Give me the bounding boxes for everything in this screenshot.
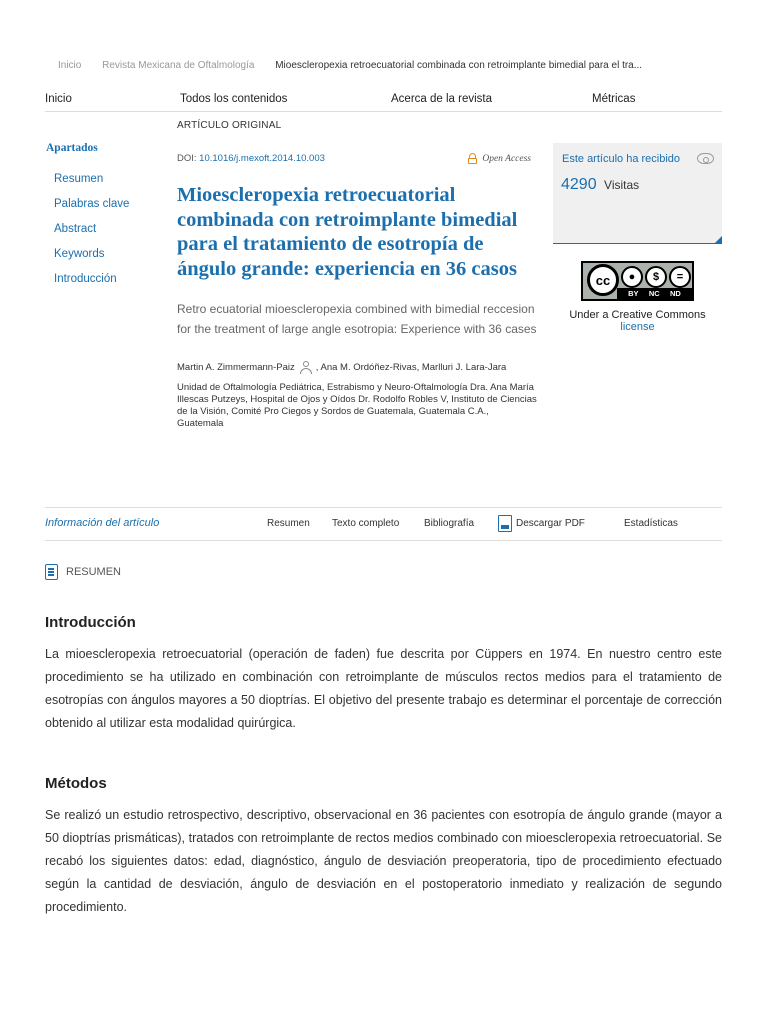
tab-bibliografia[interactable]: Bibliografía <box>424 518 475 529</box>
author-corresponding[interactable]: Martin A. Zimmermann-Paiz <box>177 362 295 373</box>
doi-link[interactable]: 10.1016/j.mexoft.2014.10.003 <box>199 153 325 164</box>
open-access-badge <box>468 153 531 164</box>
attribution-icon: ● <box>621 266 643 288</box>
resumen-heading <box>45 564 121 580</box>
section-text: Se realizó un estudio retrospectivo, descriptivo, observacional en 36 pacientes con esotropía de ángulo grande (mayor a 50 dioptrías prismáticas), tratados con retroimplante de rectos medios combinado con mioescleropexia retroecuatorial. Se recabó los siguientes datos: edad, diagnóstico, ángulo de desviación preoperatoria, tipo de procedimiento efectuado según la cantidad de desviación, ángulo de desviación en el postoperatorio inmediato y realización de segundo procedimiento. <box>45 808 722 914</box>
breadcrumb-home[interactable]: Inicio <box>58 60 82 71</box>
cc-term-by: BY <box>628 289 639 298</box>
sidebar-title: Apartados <box>46 142 98 154</box>
sidebar-item-palabras-clave[interactable]: Palabras clave <box>54 197 130 210</box>
cc-term-nc: NC <box>648 289 660 298</box>
top-nav <box>45 90 722 112</box>
resumen-label: RESUMEN <box>66 566 122 578</box>
visits-count <box>561 176 639 194</box>
tab-informacion-del-articulo[interactable]: Información del artículo <box>45 517 160 529</box>
section-heading: Introducción <box>45 614 136 631</box>
document-icon <box>45 564 58 580</box>
author-others: , Ana M. Ordóñez-Rivas, Marlluri J. Lara-Jara <box>315 362 507 373</box>
open-lock-icon <box>468 153 477 164</box>
sidebar-item-abstract[interactable]: Abstract <box>54 222 97 235</box>
license-text <box>553 309 722 333</box>
pdf-icon[interactable] <box>498 515 512 532</box>
section-heading: Métodos <box>45 775 107 792</box>
section-metodos <box>45 775 722 919</box>
open-access-label: Open Access <box>482 153 531 164</box>
tab-texto-completo[interactable]: Texto completo <box>332 518 400 529</box>
sidebar-item-keywords[interactable]: Keywords <box>54 247 105 260</box>
article-title: Mioescleropexia retroecuatorial combinada con retroimplante bimedial para el tratamiento de esotropía de ángulo grande: experiencia en 36 casos <box>177 184 518 280</box>
nav-todos-los-contenidos[interactable]: Todos los contenidos <box>180 93 288 105</box>
doi-row <box>177 153 537 167</box>
cc-term-nd: ND <box>670 289 681 298</box>
license-label: Under a Creative Commons <box>569 309 706 321</box>
nav-metricas[interactable]: Métricas <box>592 93 636 105</box>
article-header <box>177 120 537 430</box>
tab-resumen[interactable]: Resumen <box>267 518 310 529</box>
noncommercial-icon: $ <box>645 266 667 288</box>
eye-icon <box>697 153 714 164</box>
creative-commons-badge[interactable] <box>581 261 694 301</box>
sidebar-item-introduccion[interactable]: Introducción <box>54 272 117 285</box>
visits-unit: Visitas <box>604 178 640 192</box>
visits-box <box>553 143 722 244</box>
article-type: ARTÍCULO ORIGINAL <box>177 120 282 131</box>
breadcrumb-current: Mioescleropexia retroecuatorial combinada con retroimplante bimedial para el tra... <box>275 60 643 71</box>
breadcrumb <box>58 60 660 71</box>
cc-icon: cc <box>587 264 619 296</box>
visits-label: Este artículo ha recibido <box>562 153 681 165</box>
tab-estadisticas[interactable]: Estadísticas <box>624 518 678 529</box>
nav-acerca-de-la-revista[interactable]: Acerca de la revista <box>391 93 492 105</box>
corner-triangle-icon <box>715 236 722 243</box>
nav-inicio[interactable]: Inicio <box>45 93 72 105</box>
person-icon[interactable] <box>299 361 312 374</box>
article-tabbar <box>45 507 722 541</box>
noderivatives-icon: = <box>669 266 691 288</box>
tab-descargar-pdf[interactable]: Descargar PDF <box>516 518 585 529</box>
visits-number: 4290 <box>561 176 597 193</box>
doi-label: DOI: <box>177 153 197 164</box>
sidebar-item-resumen[interactable]: Resumen <box>54 172 104 185</box>
affiliation: Unidad de Oftalmología Pediátrica, Estrabismo y Neuro-Oftalmología Dra. Ana María Illescas Putzeys, Hospital de Ojos y Oídos Dr. Rodolfo Robles V, Instituto de Ciencias de la Visión, Comité Pro Ciegos y Sordos de Guatemala, Guatemala C.A., Guatemala <box>177 382 537 429</box>
section-introduccion <box>45 614 722 735</box>
breadcrumb-journal[interactable]: Revista Mexicana de Oftalmología <box>102 60 255 71</box>
author-list <box>177 361 537 374</box>
license-link[interactable]: license <box>620 321 655 333</box>
article-subtitle: Retro ecuatorial mioescleropexia combined with bimedial reccesion for the treatment of large angle esotropia: Experience with 36 cases <box>177 302 537 336</box>
cc-terms-bar <box>617 288 692 299</box>
sidebar <box>46 120 166 298</box>
section-text: La mioescleropexia retroecuatorial (operación de faden) fue descrita por Cüppers en 1974. En nuestro centro este procedimiento se ha utilizado en combinación con retroimplante de músculos rectos medios para el tratamiento de esotropías con ángulos mayores a 50 dioptrías. El objetivo del presente trabajo es determinar el porcentaje de corrección obtenido al utilizar esta modalidad quirúrgica. <box>45 647 722 730</box>
